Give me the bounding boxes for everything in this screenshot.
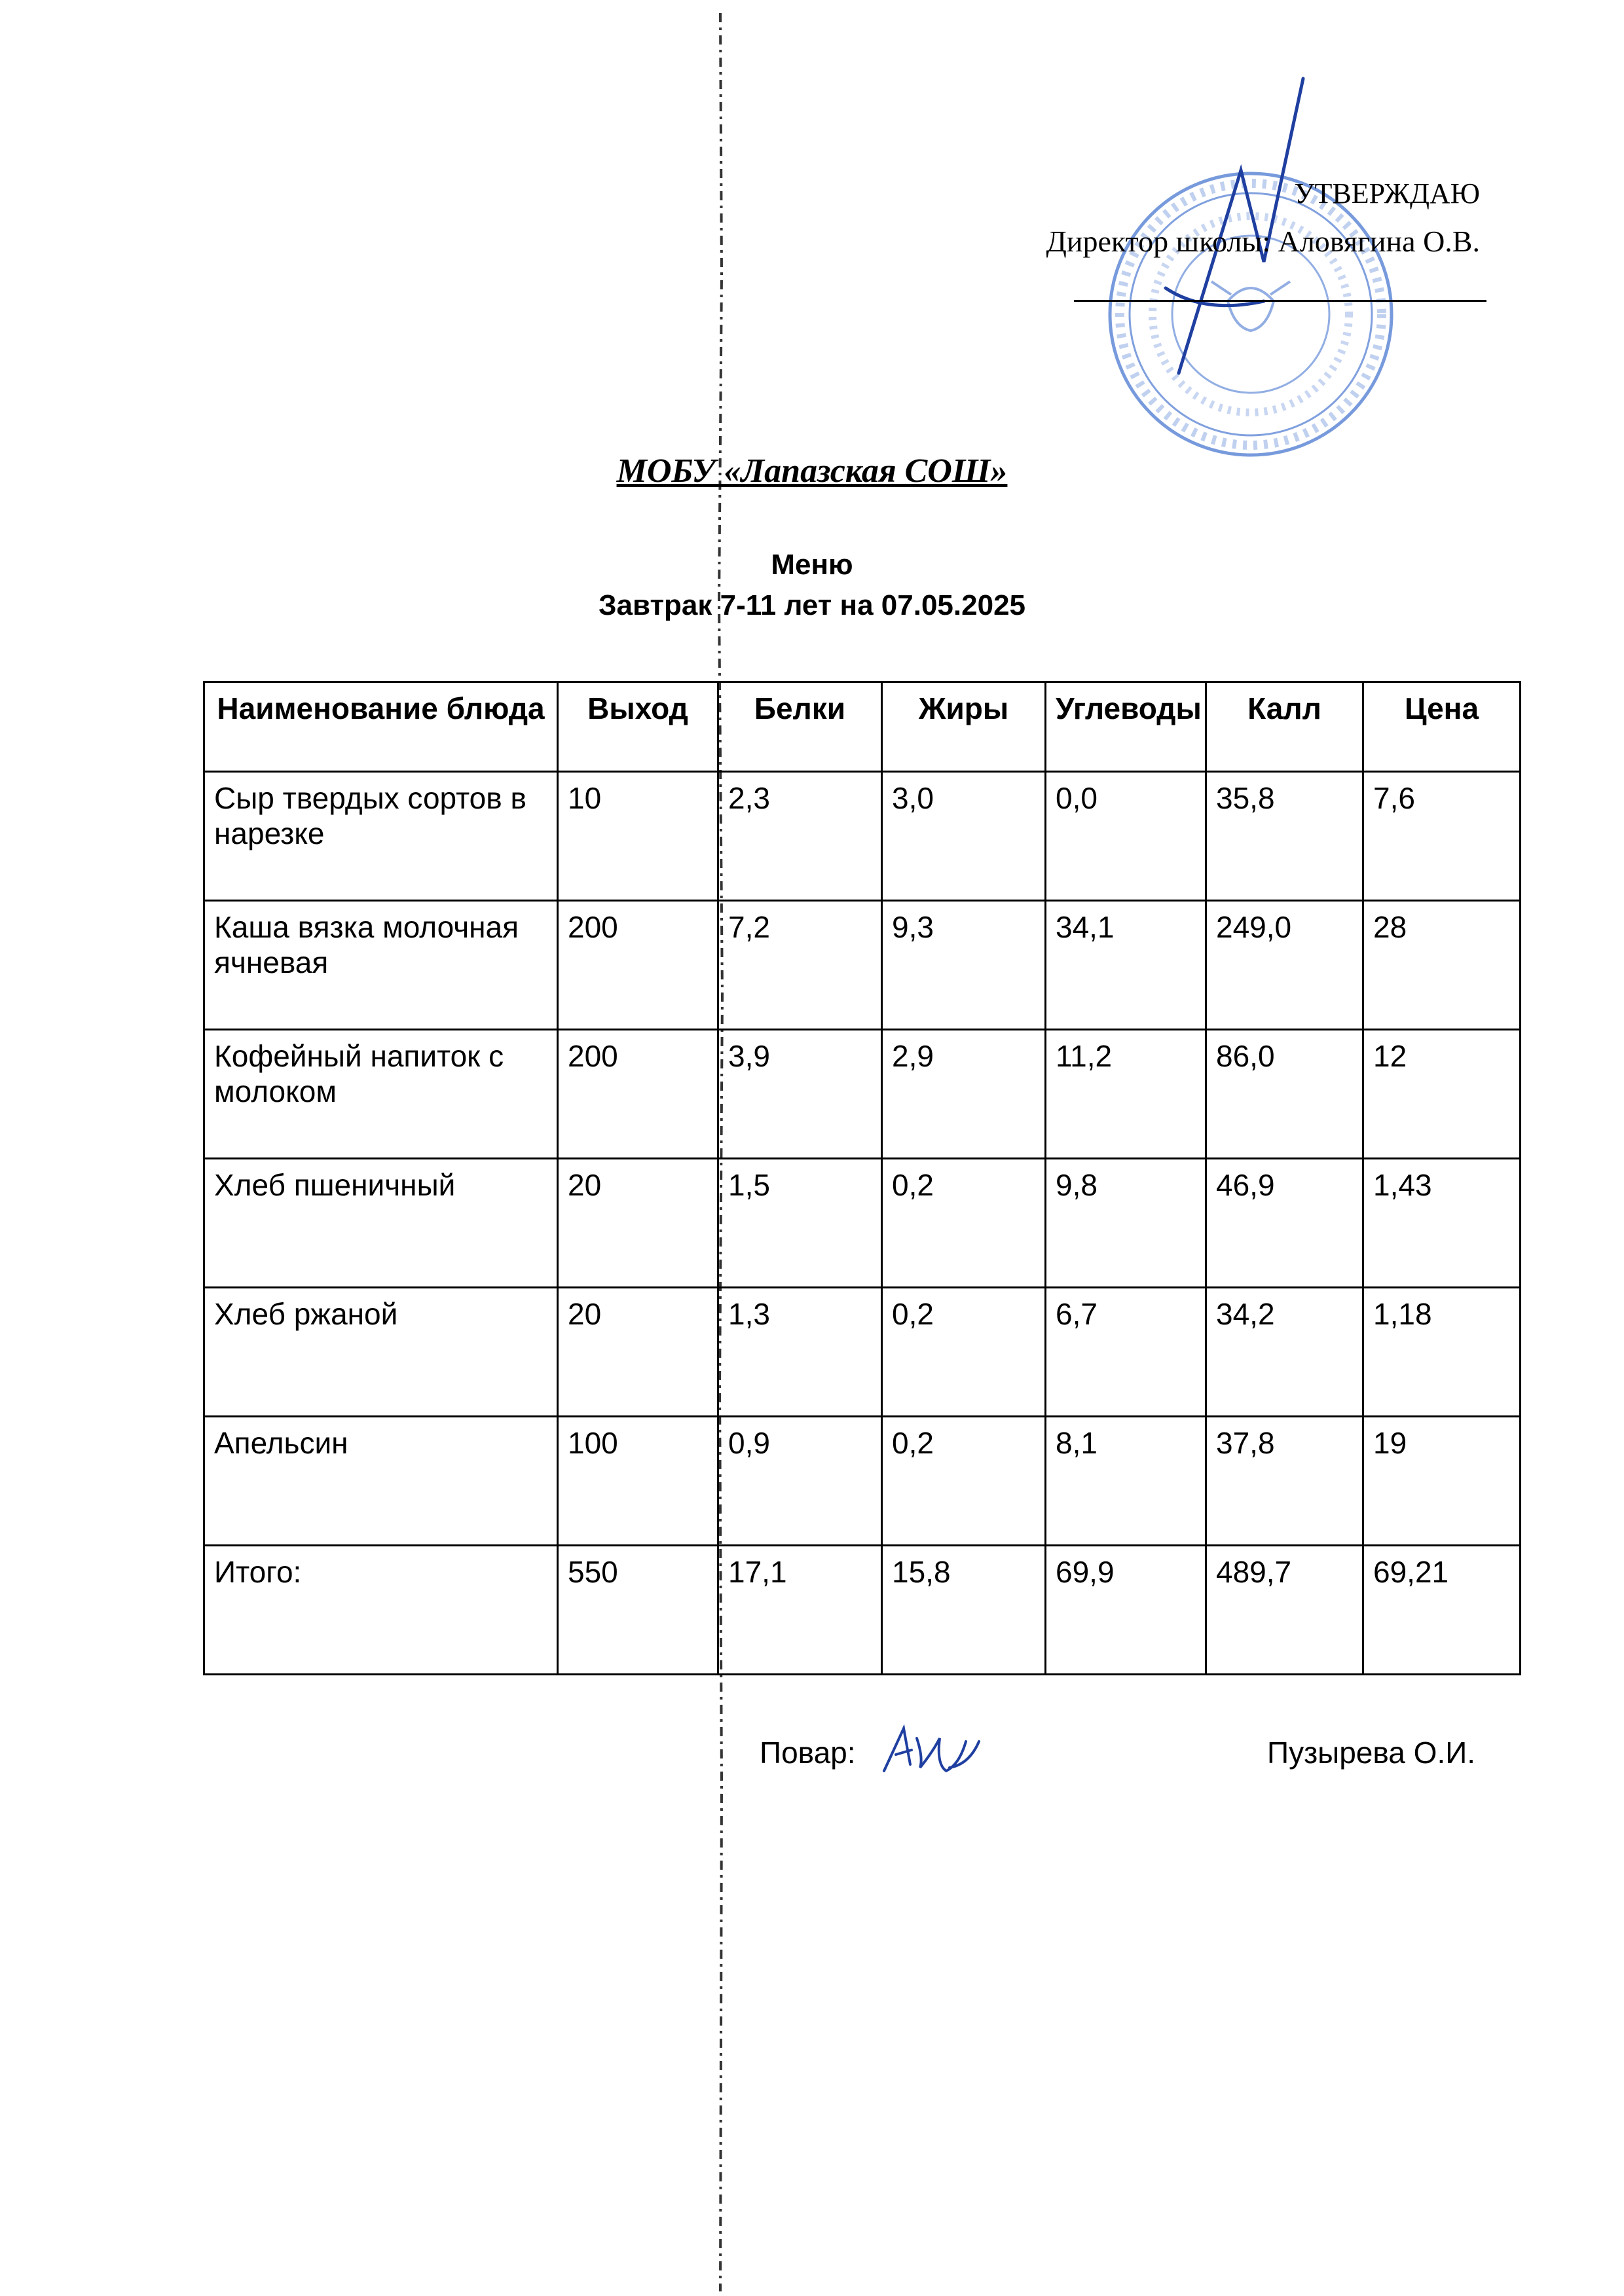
value-cell: 1,3 <box>718 1288 882 1417</box>
value-cell: 12 <box>1363 1030 1521 1159</box>
value-cell: 550 <box>558 1546 718 1675</box>
column-header: Жиры <box>882 682 1046 772</box>
school-name: МОБУ «Лапазская СОШ» <box>616 452 1008 490</box>
menu-title: Меню <box>771 549 853 581</box>
dish-name-cell: Сыр твердых сортов в нарезке <box>204 772 558 901</box>
value-cell: 20 <box>558 1288 718 1417</box>
approval-block <box>877 177 1480 308</box>
value-cell: 7,6 <box>1363 772 1521 901</box>
column-header: Выход <box>558 682 718 772</box>
cook-label: Повар: <box>760 1736 856 1770</box>
table-row <box>204 1417 1521 1546</box>
value-cell: 100 <box>558 1417 718 1546</box>
value-cell: 3,9 <box>718 1030 882 1159</box>
dish-name-cell: Хлеб пшеничный <box>204 1159 558 1288</box>
value-cell: 17,1 <box>718 1546 882 1675</box>
value-cell: 249,0 <box>1206 901 1363 1030</box>
approval-label: УТВЕРЖДАЮ <box>1294 177 1480 210</box>
value-cell: 15,8 <box>882 1546 1046 1675</box>
column-header: Белки <box>718 682 882 772</box>
cook-name: Пузырева О.И. <box>1267 1736 1476 1770</box>
value-cell: 0,0 <box>1046 772 1206 901</box>
value-cell: 489,7 <box>1206 1546 1363 1675</box>
value-cell: 20 <box>558 1159 718 1288</box>
column-header: Наименование блюда <box>204 682 558 772</box>
director-line: Директор школы: Аловягина О.В. <box>1046 225 1480 258</box>
signature-line <box>1074 300 1486 302</box>
cook-signature <box>877 1719 989 1791</box>
table-row <box>204 1159 1521 1288</box>
value-cell: 34,2 <box>1206 1288 1363 1417</box>
dish-name-cell: Апельсин <box>204 1417 558 1546</box>
value-cell: 19 <box>1363 1417 1521 1546</box>
column-header: Калл <box>1206 682 1363 772</box>
value-cell: 1,18 <box>1363 1288 1521 1417</box>
value-cell: 35,8 <box>1206 772 1363 901</box>
value-cell: 69,9 <box>1046 1546 1206 1675</box>
value-cell: 34,1 <box>1046 901 1206 1030</box>
value-cell: 9,8 <box>1046 1159 1206 1288</box>
value-cell: 0,2 <box>882 1417 1046 1546</box>
column-header: Углеводы <box>1046 682 1206 772</box>
value-cell: 69,21 <box>1363 1546 1521 1675</box>
table-row <box>204 901 1521 1030</box>
value-cell: 37,8 <box>1206 1417 1363 1546</box>
table-row <box>204 1030 1521 1159</box>
value-cell: 7,2 <box>718 901 882 1030</box>
column-header: Цена <box>1363 682 1521 772</box>
table-row <box>204 1288 1521 1417</box>
value-cell: 200 <box>558 1030 718 1159</box>
menu-table <box>203 681 1521 1675</box>
value-cell: 46,9 <box>1206 1159 1363 1288</box>
menu-subtitle: Завтрак 7-11 лет на 07.05.2025 <box>598 589 1026 621</box>
value-cell: 1,5 <box>718 1159 882 1288</box>
value-cell: 2,3 <box>718 772 882 901</box>
table-header-row <box>204 682 1521 772</box>
value-cell: 1,43 <box>1363 1159 1521 1288</box>
value-cell: 28 <box>1363 901 1521 1030</box>
value-cell: 0,2 <box>882 1159 1046 1288</box>
value-cell: 86,0 <box>1206 1030 1363 1159</box>
value-cell: 6,7 <box>1046 1288 1206 1417</box>
value-cell: 9,3 <box>882 901 1046 1030</box>
value-cell: 200 <box>558 901 718 1030</box>
value-cell: 8,1 <box>1046 1417 1206 1546</box>
value-cell: 0,9 <box>718 1417 882 1546</box>
dish-name-cell: Каша вязка молочная ячневая <box>204 901 558 1030</box>
dish-name-cell: Кофейный напиток с молоком <box>204 1030 558 1159</box>
table-row <box>204 1546 1521 1675</box>
value-cell: 10 <box>558 772 718 901</box>
dish-name-cell: Хлеб ржаной <box>204 1288 558 1417</box>
value-cell: 0,2 <box>882 1288 1046 1417</box>
table-row <box>204 772 1521 901</box>
value-cell: 11,2 <box>1046 1030 1206 1159</box>
value-cell: 2,9 <box>882 1030 1046 1159</box>
value-cell: 3,0 <box>882 772 1046 901</box>
dish-name-cell: Итого: <box>204 1546 558 1675</box>
